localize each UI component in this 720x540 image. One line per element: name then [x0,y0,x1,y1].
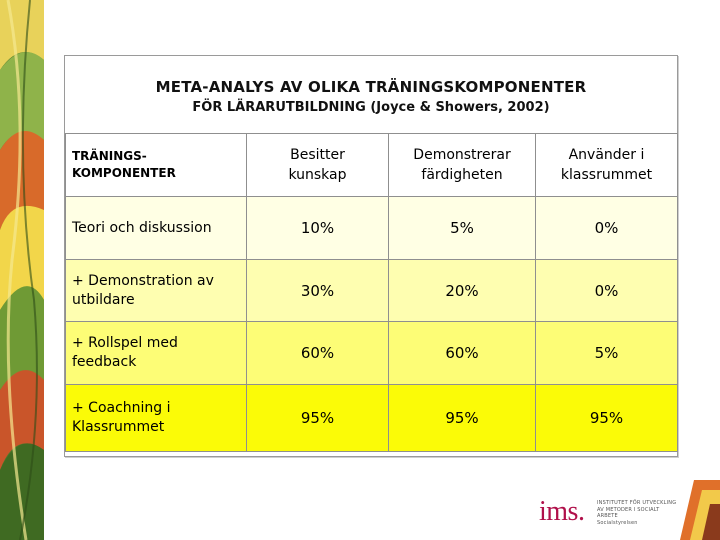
value-cell: 30% [247,260,389,322]
decorative-artwork-right [680,480,720,540]
header-col-line2: färdigheten [421,167,503,183]
table-row [66,260,678,322]
logo-subtitle [597,500,677,526]
row-label [66,322,247,385]
table-row [66,197,678,260]
header-label-line2: KOMPONENTER [72,166,176,180]
header-label-line1: TRÄNINGS- [72,149,147,163]
row-label [66,260,247,322]
header-col-line1: Besitter [290,147,345,163]
value-cell: 5% [536,322,678,385]
row-label [66,385,247,452]
row-label-line2: utbildare [72,291,135,308]
decorative-artwork-left [0,0,44,540]
value-cell: 95% [247,385,389,452]
table-row [66,385,678,452]
value-cell: 5% [389,197,536,260]
table-row [66,322,678,385]
header-col-kunskap [247,134,389,197]
logo-subtitle-line: Socialstyrelsen [597,519,638,526]
header-col-fardigheten [389,134,536,197]
row-label-line1: + Rollspel med [72,335,178,351]
row-label-line2: feedback [72,354,137,370]
header-label-cell [66,134,247,197]
page-subtitle: FÖR LÄRARUTBILDNING (Joyce & Showers, 2002) [192,100,550,115]
row-label-line1: Teori och diskussion [72,219,212,236]
row-label-line1: + Coachning i [72,400,171,416]
value-cell: 60% [389,322,536,385]
row-label-line2: Klassrummet [72,419,165,435]
header-col-line2: kunskap [288,167,347,183]
value-cell: 20% [389,260,536,322]
results-table [65,133,678,452]
row-label-line1: + Demonstration av [72,272,214,289]
value-cell: 95% [389,385,536,452]
value-cell: 60% [247,322,389,385]
value-cell: 0% [536,197,678,260]
header-col-line2: klassrummet [560,167,653,183]
header-col-line1: Använder i [568,147,645,163]
header-col-klassrummet [536,134,678,197]
logo-subtitle-line: AV METODER I SOCIALT ARBETE [597,506,660,519]
ims-logo: ims. [539,496,585,527]
value-cell: 95% [536,385,678,452]
table-header-row [66,134,678,197]
logo-subtitle-line: INSTITUTET FÖR UTVECKLING [597,500,677,506]
page-title: META-ANALYS AV OLIKA TRÄNINGSKOMPONENTER [155,78,587,96]
row-label [66,197,247,260]
value-cell: 0% [536,260,678,322]
header-col-line1: Demonstrerar [413,147,511,163]
value-cell: 10% [247,197,389,260]
title-area [64,56,678,128]
